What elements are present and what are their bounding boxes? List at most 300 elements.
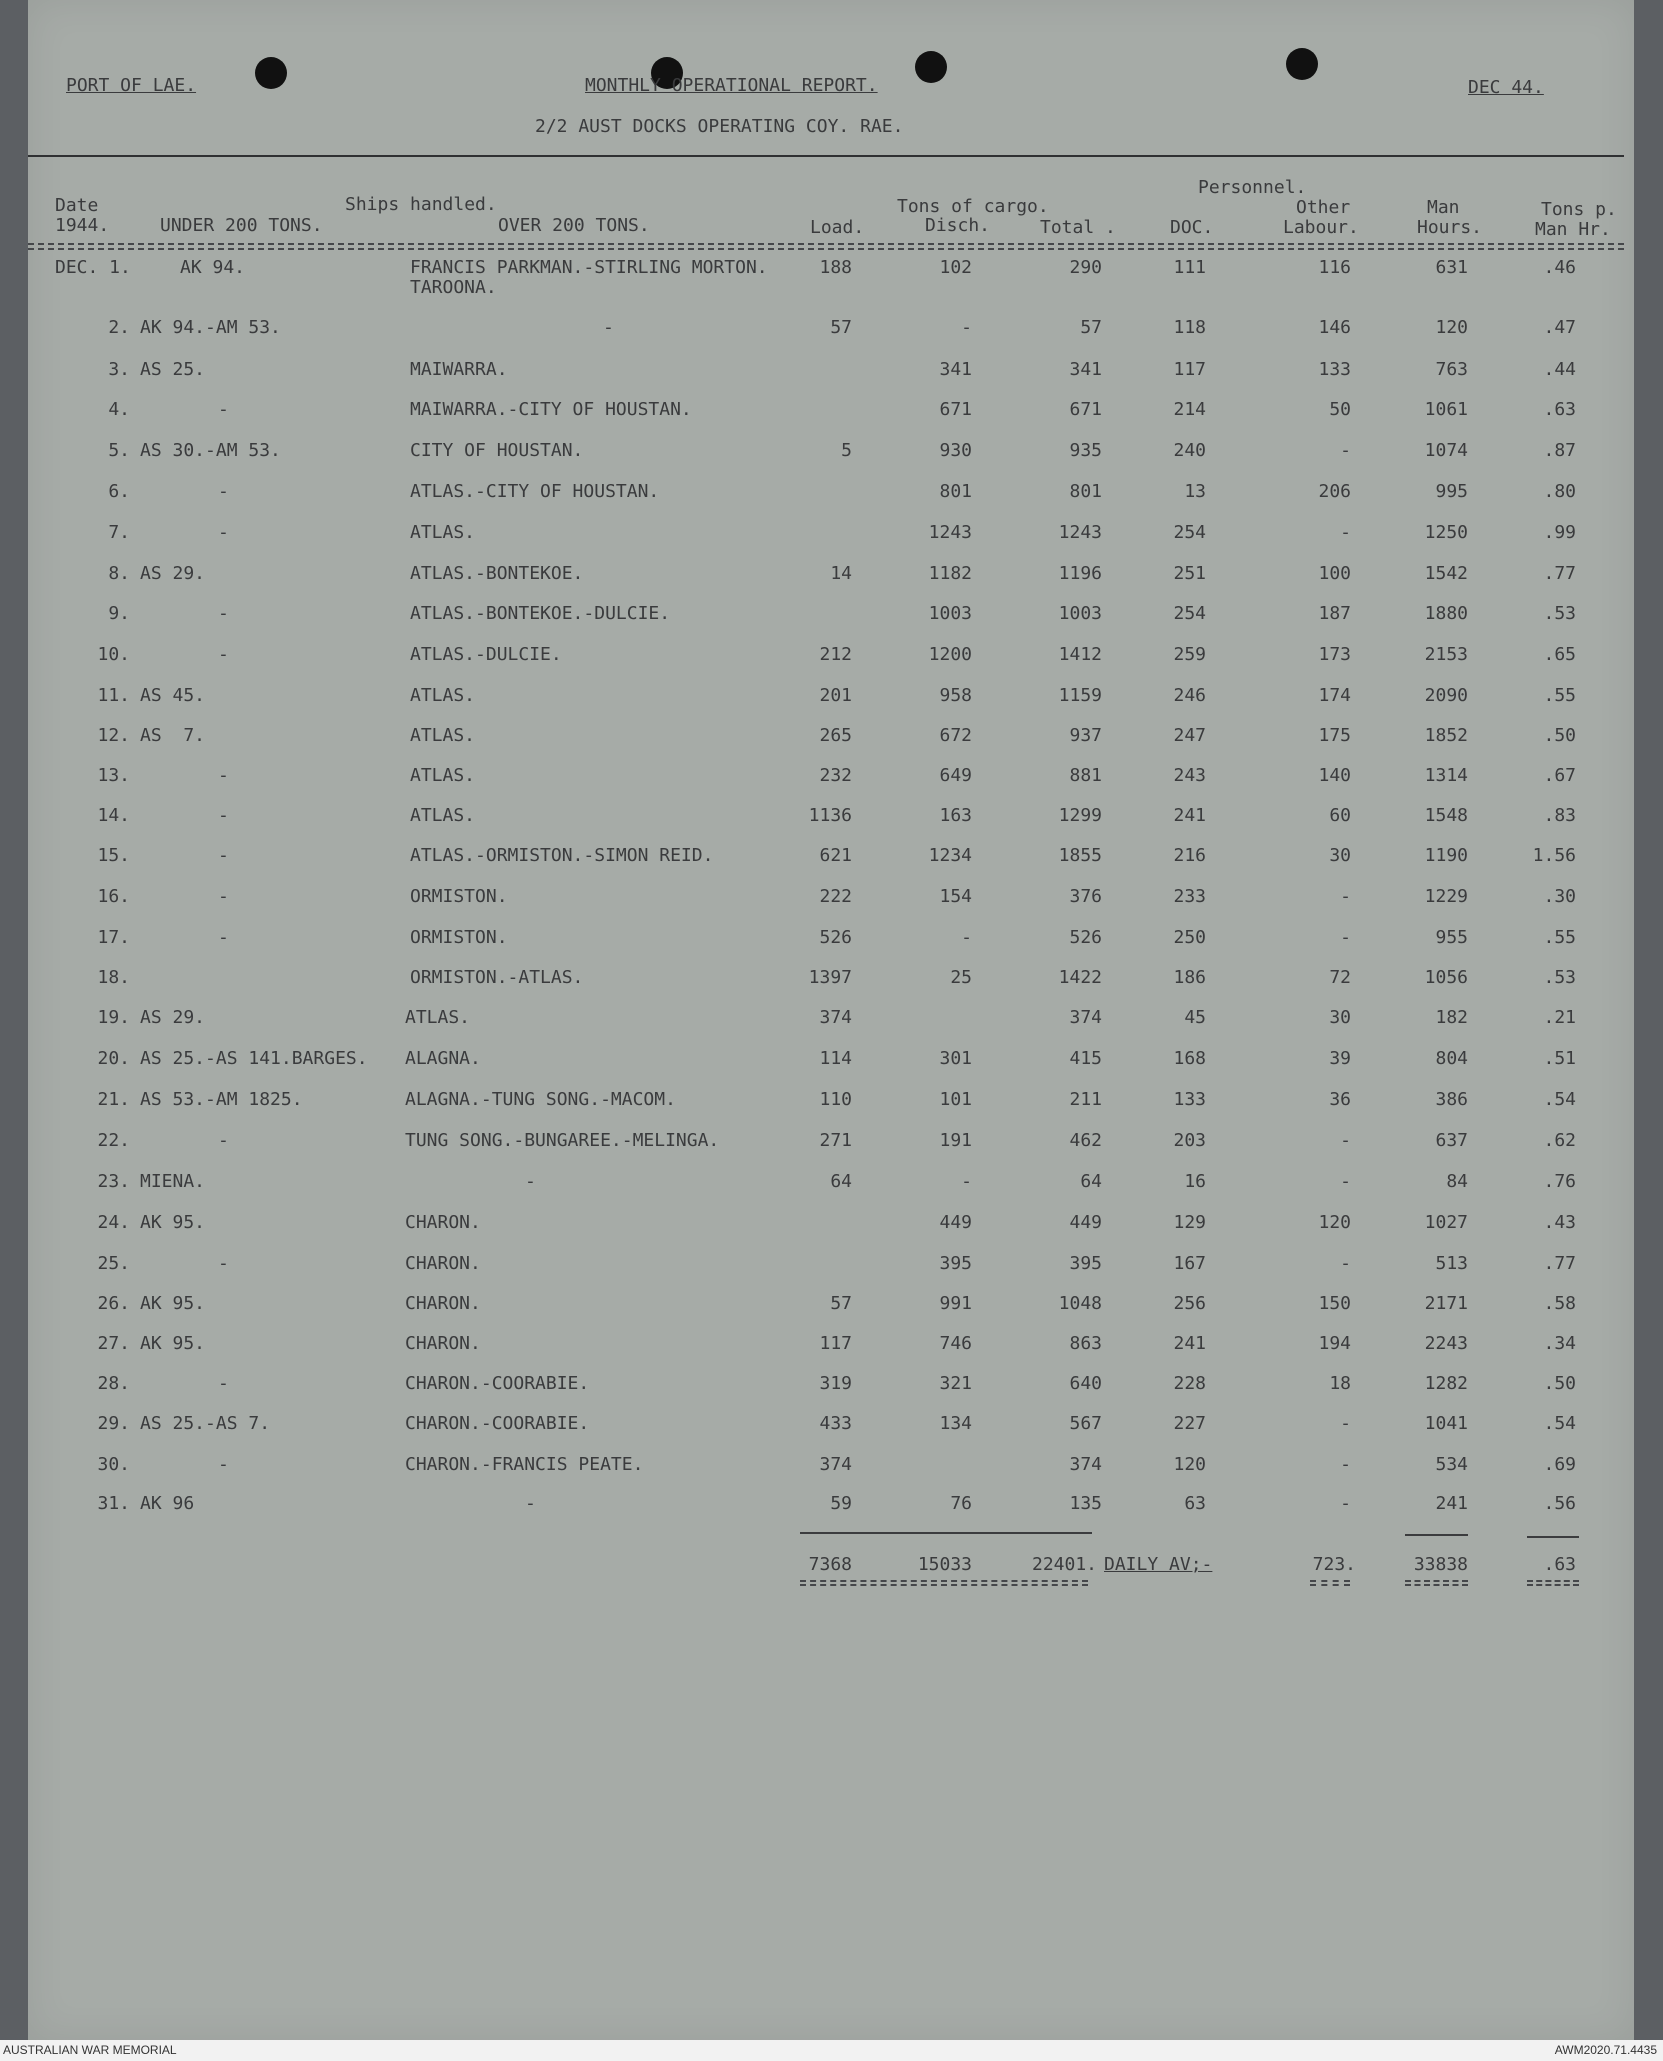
total-cell: 374 [1069,1007,1102,1028]
under-200-cell: AS 7. [140,725,206,746]
man-hours-cell: 1852 [1424,725,1468,746]
col-personnel: Personnel. [1198,177,1307,198]
total-cell: 1243 [1058,522,1102,543]
disch-cell: 801 [939,481,972,502]
tons-per-man-hour-cell: .63 [1543,399,1576,420]
footer-reference: AWM2020.71.4435 [1554,2043,1657,2057]
load-cell: 14 [830,563,852,584]
tons-per-man-hour-cell: .53 [1543,603,1576,624]
under-200-cell: - [218,481,229,502]
total-cell: 1299 [1058,805,1102,826]
date-cell: 26. [97,1293,130,1314]
under-200-cell: - [218,1253,229,1274]
other-labour-cell: 175 [1318,725,1351,746]
disch-cell: 1234 [928,845,972,866]
total-cell: 449 [1069,1212,1102,1233]
load-cell: 265 [819,725,852,746]
date-cell: 5. [108,440,130,461]
doc-cell: 214 [1173,399,1206,420]
man-hours-cell: 513 [1435,1253,1468,1274]
date-cell: 3. [108,359,130,380]
total-cell: 462 [1069,1130,1102,1151]
tons-per-man-hour-cell: 1.56 [1532,845,1576,866]
doc-cell: 254 [1173,522,1206,543]
date-cell: 17. [97,927,130,948]
doc-cell: 246 [1173,685,1206,706]
footer-institution: AUSTRALIAN WAR MEMORIAL [3,2043,177,2057]
over-200-cell: MAIWARRA.-CITY OF HOUSTAN. [410,399,692,420]
col-total: Total . [1040,217,1116,238]
disch-cell: 395 [939,1253,972,1274]
man-hours-cell: 1074 [1424,440,1468,461]
total-cell: 671 [1069,399,1102,420]
col-disch: Disch. [925,215,991,236]
disch-cell: 672 [939,725,972,746]
total-cell: 1003 [1058,603,1102,624]
total-cell: 1855 [1058,845,1102,866]
doc-cell: 216 [1173,845,1206,866]
under-200-cell: AS 45. [140,685,206,706]
under-200-cell: AS 25. [140,359,206,380]
disch-cell: 1003 [928,603,972,624]
doc-cell: 120 [1173,1454,1206,1475]
over-200-cell: CITY OF HOUSTAN. [410,440,584,461]
under-200-cell: - [218,399,229,420]
date-cell: 8. [108,563,130,584]
under-200-cell: AK 94. [180,257,246,278]
other-labour-cell: 120 [1318,1212,1351,1233]
other-labour-cell: - [1340,1253,1351,1274]
tons-per-man-hour-cell: .55 [1543,927,1576,948]
tons-per-man-hour-cell: .76 [1543,1171,1576,1192]
archive-footer [0,2040,1663,2061]
load-cell: 110 [819,1089,852,1110]
man-hours-cell: 1548 [1424,805,1468,826]
over-200-cell: CHARON. [405,1212,481,1233]
tons-per-man-hour-cell: .99 [1543,522,1576,543]
other-labour-cell: 140 [1318,765,1351,786]
other-labour-cell: - [1340,522,1351,543]
man-hours-cell: 631 [1435,257,1468,278]
disch-cell: 449 [939,1212,972,1233]
tons-per-man-hour-cell: .58 [1543,1293,1576,1314]
under-200-cell: MIENA. [140,1171,206,1192]
doc-cell: 186 [1173,967,1206,988]
other-labour-cell: 187 [1318,603,1351,624]
man-hours-cell: 241 [1435,1493,1468,1514]
date-cell: 2. [108,317,130,338]
date-cell: 14. [97,805,130,826]
total-cell: 1048 [1058,1293,1102,1314]
over-200-cell: - [525,1171,536,1192]
over-200-cell: ATLAS. [410,685,476,706]
man-hours-cell: 182 [1435,1007,1468,1028]
tons-per-man-hour-cell: .53 [1543,967,1576,988]
port-label: PORT OF LAE. [66,75,197,96]
other-labour-cell: - [1340,1493,1351,1514]
over-200-cell: ATLAS.-ORMISTON.-SIMON REID. [410,845,714,866]
man-hours-cell: 1061 [1424,399,1468,420]
tons-per-man-hour-cell: .44 [1543,359,1576,380]
date-cell: 16. [97,886,130,907]
disch-cell: 958 [939,685,972,706]
over-200-cell: ORMISTON.-ATLAS. [410,967,584,988]
doc-cell: 167 [1173,1253,1206,1274]
doc-cell: 16 [1184,1171,1206,1192]
tons-per-man-hour-cell: .62 [1543,1130,1576,1151]
man-hours-cell: 1314 [1424,765,1468,786]
doc-cell: 117 [1173,359,1206,380]
other-labour-cell: 30 [1329,1007,1351,1028]
tons-per-man-hour-cell: .67 [1543,765,1576,786]
doc-cell: 243 [1173,765,1206,786]
tons-per-man-hour-cell: .50 [1543,1373,1576,1394]
under-200-cell: - [218,927,229,948]
tons-per-man-hour-cell: .51 [1543,1048,1576,1069]
tons-per-man-hour-cell: .47 [1543,317,1576,338]
total-cell: 64 [1080,1171,1102,1192]
col-under-200: UNDER 200 TONS. [160,215,323,236]
other-labour-cell: 173 [1318,644,1351,665]
date-cell: 15. [97,845,130,866]
other-labour-cell: - [1340,927,1351,948]
under-200-cell: AK 95. [140,1293,206,1314]
total-cell: 135 [1069,1493,1102,1514]
total-cell: 395 [1069,1253,1102,1274]
col-date-bottom: 1944. [55,215,110,236]
punch-hole [915,51,947,83]
total-cell: 640 [1069,1373,1102,1394]
date-cell: 19. [97,1007,130,1028]
over-200-cell: ATLAS.-DULCIE. [410,644,562,665]
load-cell: 433 [819,1413,852,1434]
man-hours-cell: 763 [1435,359,1468,380]
date-cell: 24. [97,1212,130,1233]
under-200-cell: - [218,765,229,786]
other-labour-cell: 174 [1318,685,1351,706]
over-200-cell: CHARON.-COORABIE. [405,1373,590,1394]
under-200-cell: - [218,805,229,826]
load-cell: 201 [819,685,852,706]
other-labour-cell: 18 [1329,1373,1351,1394]
load-cell: 271 [819,1130,852,1151]
other-labour-cell: - [1340,1454,1351,1475]
over-200-cell-continued: TAROONA. [410,277,497,298]
tph-rule [1527,1536,1579,1538]
date-cell: 10. [97,644,130,665]
over-200-cell: CHARON.-COORABIE. [405,1413,590,1434]
date-cell: 12. [97,725,130,746]
doc-cell: 13 [1184,481,1206,502]
under-200-cell: AK 96 [140,1493,195,1514]
punch-hole [1286,48,1318,80]
tons-per-man-hour-cell: .77 [1543,563,1576,584]
total-tph: .63 [1543,1554,1576,1575]
total-doc: 723. [1312,1554,1356,1575]
man-hours-cell: 1229 [1424,886,1468,907]
date-cell: 4. [108,399,130,420]
total-cell: 935 [1069,440,1102,461]
doc-cell: 111 [1173,257,1206,278]
man-hours-cell: 1190 [1424,845,1468,866]
other-labour-cell: 72 [1329,967,1351,988]
total-cell: 567 [1069,1413,1102,1434]
date-cell: 18. [97,967,130,988]
col-ships-handled: Ships handled. [345,194,497,215]
under-200-cell: - [218,522,229,543]
date-cell: 30. [97,1454,130,1475]
disch-cell: 25 [950,967,972,988]
col-man-top: Man [1427,197,1460,218]
disch-cell: 746 [939,1333,972,1354]
over-200-cell: ATLAS. [410,725,476,746]
under-200-cell: - [218,1373,229,1394]
under-200-cell: AK 95. [140,1212,206,1233]
date-cell: 25. [97,1253,130,1274]
other-labour-cell: 30 [1329,845,1351,866]
header-rule [28,155,1624,157]
load-cell: 232 [819,765,852,786]
other-labour-cell: 100 [1318,563,1351,584]
disch-cell: 101 [939,1089,972,1110]
col-date-top: Date [55,195,99,216]
total-hours: 33838 [1413,1554,1468,1575]
disch-cell: 1200 [928,644,972,665]
load-cell: 212 [819,644,852,665]
disch-cell: 163 [939,805,972,826]
total-cell: 1422 [1058,967,1102,988]
tph-double-rule [1527,1580,1579,1586]
total-cell: 863 [1069,1333,1102,1354]
load-cell: 57 [830,1293,852,1314]
over-200-cell: ATLAS.-BONTEKOE.-DULCIE. [410,603,671,624]
col-tph-bottom: Man Hr. [1535,219,1611,240]
date-cell: 13. [97,765,130,786]
tons-per-man-hour-cell: .21 [1543,1007,1576,1028]
report-title: MONTHLY OPERATIONAL REPORT. [585,75,878,96]
tons-per-man-hour-cell: .80 [1543,481,1576,502]
over-200-cell: ATLAS.-BONTEKOE. [410,563,584,584]
date-cell: 22. [97,1130,130,1151]
over-200-cell: ATLAS. [405,1007,471,1028]
date-cell: 28. [97,1373,130,1394]
tons-per-man-hour-cell: .46 [1543,257,1576,278]
tons-per-man-hour-cell: .55 [1543,685,1576,706]
over-200-cell: TUNG SONG.-BUNGAREE.-MELINGA. [405,1130,720,1151]
header-double-rule [28,243,1624,250]
tons-per-man-hour-cell: .65 [1543,644,1576,665]
totals-rule [800,1532,1092,1534]
man-hours-cell: 2171 [1424,1293,1468,1314]
over-200-cell: ATLAS.-CITY OF HOUSTAN. [410,481,660,502]
man-hours-cell: 995 [1435,481,1468,502]
tons-per-man-hour-cell: .30 [1543,886,1576,907]
doc-cell: 63 [1184,1493,1206,1514]
over-200-cell: CHARON. [405,1333,481,1354]
man-hours-cell: 1041 [1424,1413,1468,1434]
man-hours-cell: 534 [1435,1454,1468,1475]
daily-average-label: DAILY AV;- [1104,1554,1213,1575]
disch-cell: 301 [939,1048,972,1069]
over-200-cell: ORMISTON. [410,927,508,948]
tons-per-man-hour-cell: .54 [1543,1413,1576,1434]
doc-cell: 228 [1173,1373,1206,1394]
total-cell: 881 [1069,765,1102,786]
load-cell: 59 [830,1493,852,1514]
total-cell: 57 [1080,317,1102,338]
man-hours-cell: 1027 [1424,1212,1468,1233]
total-cell: 374 [1069,1454,1102,1475]
punch-hole [255,57,287,89]
total-cell: 211 [1069,1089,1102,1110]
man-hours-cell: 2243 [1424,1333,1468,1354]
over-200-cell: CHARON. [405,1293,481,1314]
over-200-cell: ALAGNA.-TUNG SONG.-MACOM. [405,1089,676,1110]
over-200-cell: CHARON. [405,1253,481,1274]
other-labour-cell: 194 [1318,1333,1351,1354]
date-cell: 6. [108,481,130,502]
tons-per-man-hour-cell: .43 [1543,1212,1576,1233]
over-200-cell: CHARON.-FRANCIS PEATE. [405,1454,644,1475]
under-200-cell: - [218,886,229,907]
doc-cell: 203 [1173,1130,1206,1151]
man-hours-cell: 955 [1435,927,1468,948]
col-over-200: OVER 200 TONS. [498,215,650,236]
date-cell: 29. [97,1413,130,1434]
doc-cell: 118 [1173,317,1206,338]
man-hours-cell: 120 [1435,317,1468,338]
man-hours-cell: 1056 [1424,967,1468,988]
doc-cell: 250 [1173,927,1206,948]
under-200-cell: AS 30.-AM 53. [140,440,281,461]
under-200-cell: - [218,845,229,866]
doc-cell: 251 [1173,563,1206,584]
col-man-bottom: Hours. [1417,217,1483,238]
total-cell: 1159 [1058,685,1102,706]
date-cell: 7. [108,522,130,543]
total-cargo: 22401. [1032,1554,1098,1575]
load-cell: 1397 [808,967,852,988]
date-cell: 9. [108,603,130,624]
man-hours-cell: 1282 [1424,1373,1468,1394]
under-200-cell: AS 29. [140,563,206,584]
other-labour-cell: - [1340,440,1351,461]
total-cell: 341 [1069,359,1102,380]
other-labour-cell: 60 [1329,805,1351,826]
doc-cell: 247 [1173,725,1206,746]
total-cell: 1196 [1058,563,1102,584]
tons-per-man-hour-cell: .87 [1543,440,1576,461]
other-labour-cell: 146 [1318,317,1351,338]
doc-cell: 133 [1173,1089,1206,1110]
other-labour-cell: - [1340,1413,1351,1434]
load-cell: 5 [841,440,852,461]
load-cell: 188 [819,257,852,278]
doc-cell: 129 [1173,1212,1206,1233]
over-200-cell: MAIWARRA. [410,359,508,380]
disch-cell: 991 [939,1293,972,1314]
other-labour-cell: 39 [1329,1048,1351,1069]
col-other-bottom: Labour. [1283,217,1359,238]
over-200-cell: ATLAS. [410,522,476,543]
man-hours-cell: 2153 [1424,644,1468,665]
totals-double-rule [800,1580,1088,1586]
date-cell: 20. [97,1048,130,1069]
doc-cell: 168 [1173,1048,1206,1069]
under-200-cell: - [218,603,229,624]
over-200-cell: - [603,317,614,338]
other-labour-cell: 116 [1318,257,1351,278]
under-200-cell: AS 25.-AS 7. [140,1413,271,1434]
load-cell: 621 [819,845,852,866]
total-cell: 526 [1069,927,1102,948]
doc-cell: 45 [1184,1007,1206,1028]
other-labour-cell: - [1340,1171,1351,1192]
man-hours-cell: 386 [1435,1089,1468,1110]
date-cell: 27. [97,1333,130,1354]
doc-cell: 240 [1173,440,1206,461]
load-cell: 374 [819,1454,852,1475]
under-200-cell: AS 29. [140,1007,206,1028]
other-labour-cell: 36 [1329,1089,1351,1110]
tons-per-man-hour-cell: .69 [1543,1454,1576,1475]
man-hours-cell: 1880 [1424,603,1468,624]
doc-cell: 233 [1173,886,1206,907]
other-labour-cell: - [1340,1130,1351,1151]
tons-per-man-hour-cell: .34 [1543,1333,1576,1354]
disch-cell: 154 [939,886,972,907]
col-other-top: Other [1296,197,1351,218]
load-cell: 64 [830,1171,852,1192]
doc-cell: 259 [1173,644,1206,665]
tons-per-man-hour-cell: .56 [1543,1493,1576,1514]
disch-cell: 102 [939,257,972,278]
load-cell: 374 [819,1007,852,1028]
total-cell: 376 [1069,886,1102,907]
load-cell: 319 [819,1373,852,1394]
total-load: 7368 [808,1554,852,1575]
over-200-cell: ATLAS. [410,805,476,826]
over-200-cell: FRANCIS PARKMAN.-STIRLING MORTON. [410,257,768,278]
man-hours-cell: 84 [1446,1171,1468,1192]
tons-per-man-hour-cell: .54 [1543,1089,1576,1110]
tons-per-man-hour-cell: .83 [1543,805,1576,826]
total-cell: 290 [1069,257,1102,278]
report-month: DEC 44. [1468,77,1544,98]
col-tons-of-cargo: Tons of cargo. [897,196,1049,217]
date-cell: 11. [97,685,130,706]
other-labour-cell: 206 [1318,481,1351,502]
disch-cell: 671 [939,399,972,420]
disch-cell: - [961,317,972,338]
under-200-cell: AS 25.-AS 141.BARGES. [140,1048,368,1069]
load-cell: 57 [830,317,852,338]
disch-cell: 649 [939,765,972,786]
col-load: Load. [810,217,865,238]
over-200-cell: - [525,1493,536,1514]
hours-rule [1405,1534,1468,1536]
doc-cell: 254 [1173,603,1206,624]
under-200-cell: AS 53.-AM 1825. [140,1089,303,1110]
unit-name: 2/2 AUST DOCKS OPERATING COY. RAE. [535,116,904,137]
date-cell: 21. [97,1089,130,1110]
disch-cell: 191 [939,1130,972,1151]
over-200-cell: ORMISTON. [410,886,508,907]
total-cell: 1412 [1058,644,1102,665]
disch-cell: - [961,927,972,948]
doc-cell: 241 [1173,805,1206,826]
other-labour-cell: 133 [1318,359,1351,380]
